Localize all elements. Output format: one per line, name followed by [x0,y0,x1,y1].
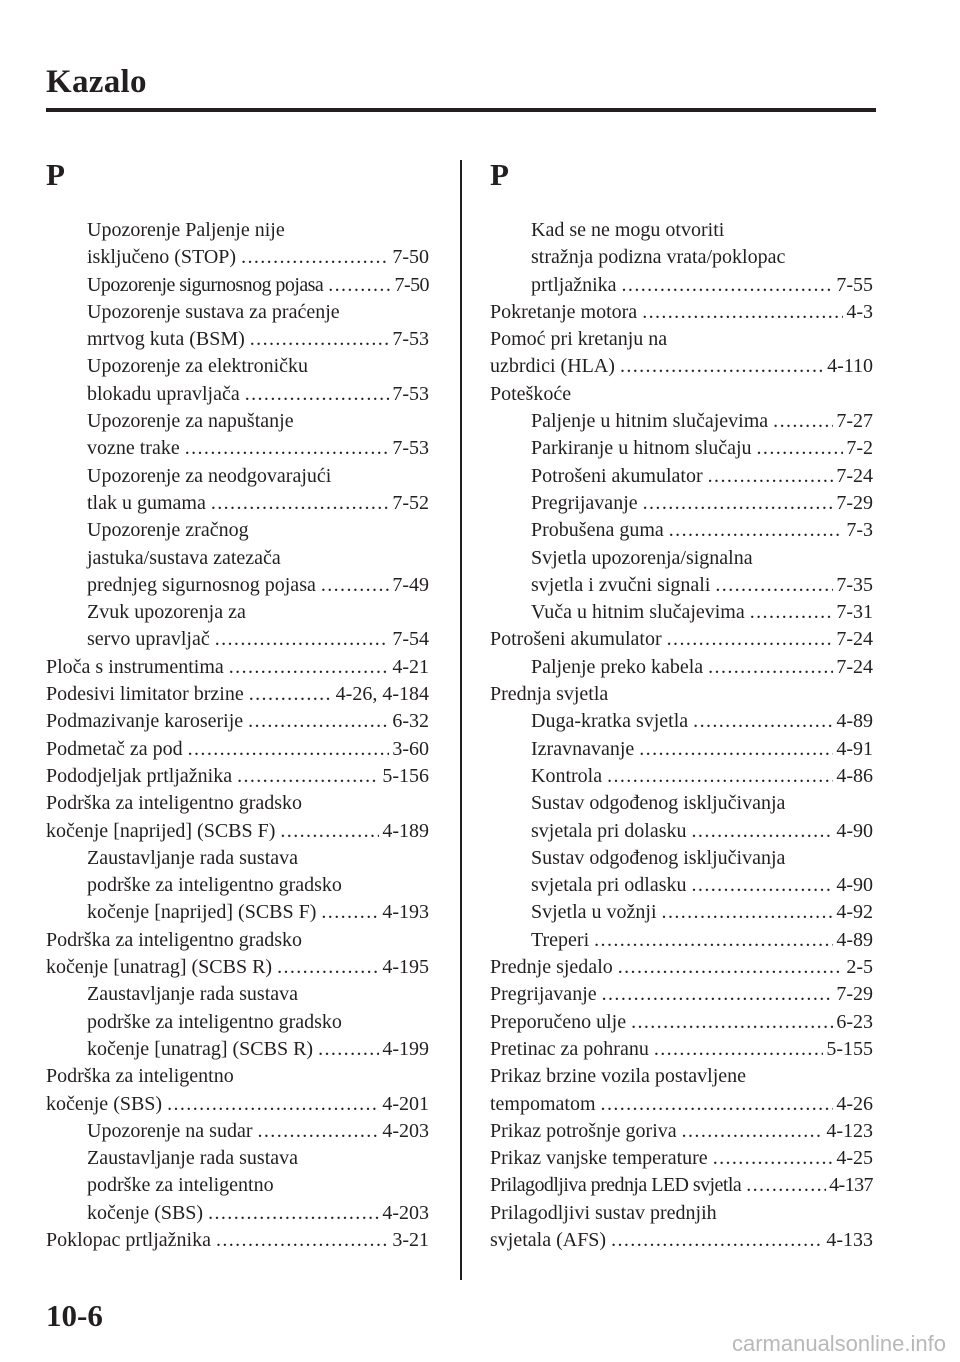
entry-text: Svjetla upozorenja/signalna [531,546,753,569]
index-entry [490,954,873,981]
page-reference: 7-35 [836,573,873,596]
entry-text: Izravnavanje [531,737,635,760]
dot-leader [250,326,390,353]
page-reference: 7-50 [392,246,429,269]
entry-text: Treperi [531,928,590,951]
entry-text: svjetala pri dolasku [531,819,687,842]
index-entry [490,1009,873,1036]
entry-text: prednjeg sigurnosnog pojasa [87,573,316,596]
dot-leader [746,1172,826,1199]
dot-leader [693,708,833,735]
dot-leader [241,244,389,271]
page-reference: 7-29 [836,491,873,514]
dot-leader [185,435,390,462]
page-reference: 7-24 [836,464,873,487]
page-reference: 4-203 [382,1201,429,1224]
dot-leader [662,899,834,926]
index-entry [46,708,429,735]
dot-leader [667,626,834,653]
dot-leader [618,954,844,981]
entry-text: Podrška za inteligentno gradsko [46,928,303,951]
page-reference: 7-49 [392,573,429,596]
index-entry [490,654,873,681]
entry-text: Poteškoće [490,382,572,405]
entry-text: svjetala pri odlasku [531,874,687,897]
index-entry [490,845,873,900]
entry-text: Pomoć pri kretanju na [490,328,668,351]
index-entry [490,1200,873,1255]
dot-leader [757,435,844,462]
dot-leader [167,1091,379,1118]
page-reference: 4-195 [382,956,429,979]
entry-text: Potrošeni akumulator [490,628,662,651]
index-entry [46,517,429,599]
entry-text: Pregrijavanje [531,491,638,514]
page-reference: 4-89 [836,928,873,951]
dot-leader [692,872,834,899]
dot-leader [622,272,834,299]
index-entry [490,517,873,544]
entry-text: svjetla i zvučni signali [531,573,711,596]
entry-text: Parkiranje u hitnom slučaju [531,437,752,460]
page-reference: 7-55 [836,273,873,296]
index-entry [490,681,873,708]
page-reference: 7-50 [394,273,429,296]
index-entry [46,654,429,681]
page-reference: 7-3 [846,519,873,542]
page-reference: 5-155 [826,1037,873,1060]
entry-text: Prilagodljiva prednja LED svjetla [490,1174,742,1197]
page-reference: 5-156 [382,764,429,787]
dot-leader [277,954,379,981]
page-reference: 7-27 [836,410,873,433]
page-reference: 7-52 [392,491,429,514]
index-entry [46,927,429,982]
dot-leader [245,381,390,408]
dot-leader [654,1036,824,1063]
index-entry [490,599,873,626]
entry-text: Upozorenje sigurnosnog pojasa [87,273,324,296]
page-reference: 4-110 [827,355,873,378]
entry-text: svjetala (AFS) [490,1228,607,1251]
index-entry [46,299,429,354]
index-entry [46,736,429,763]
page-reference: 7-53 [392,437,429,460]
dot-leader [642,299,843,326]
entry-text: Prilagodljivi sustav prednjih [490,1201,717,1224]
dot-leader [607,763,833,790]
dot-leader [215,626,390,653]
entry-text: Upozorenje sustava za praćenje [87,300,340,323]
entry-text: tempomatom [490,1092,596,1115]
page-reference: 3-60 [392,737,429,760]
index-entry [46,1227,429,1254]
entry-text: Podmetač za pod [46,737,183,760]
dot-leader [216,1227,389,1254]
index-entry [490,899,873,926]
entry-text: Podrška za inteligentno [46,1065,234,1088]
index-entry [46,790,429,845]
entry-text: podrške za inteligentno gradsko [87,874,342,897]
entry-text: Upozorenje za napuštanje [87,410,294,433]
entry-text: Podesivi limitator brzine [46,683,244,706]
entry-text: Podmazivanje karoserije [46,710,244,733]
page-reference: 4-137 [829,1174,873,1197]
dot-leader [611,1227,823,1254]
page-reference: 4-26 [836,1092,873,1115]
entry-text: Prednje sjedalo [490,956,613,979]
entry-text: Upozorenje na sudar [87,1119,253,1142]
entry-text: kočenje [naprijed] (SCBS F) [87,901,317,924]
page-reference: 6-32 [392,710,429,733]
entry-text: podrške za inteligentno gradsko [87,1010,342,1033]
index-entry [490,1118,873,1145]
dot-leader [208,1200,379,1227]
entry-text: Upozorenje zračnog [87,519,249,542]
index-entry [490,1063,873,1118]
entry-text: Sustav odgođenog isključivanja [531,846,786,869]
entry-text: Prikaz brzine vozila postavljene [490,1065,747,1088]
dot-leader [321,899,379,926]
page-reference: 4-86 [836,764,873,787]
entry-text: Prikaz vanjske temperature [490,1147,708,1170]
index-entry [490,490,873,517]
index-entry [490,736,873,763]
dot-leader [318,1036,379,1063]
dot-leader [237,763,379,790]
dot-leader [639,736,833,763]
page-reference: 4-91 [836,737,873,760]
index-entry [490,326,873,381]
section-letter: P [46,157,65,192]
page-reference: 4-199 [382,1037,429,1060]
dot-leader [280,818,379,845]
entry-text: Svjetla u vožnji [531,901,657,924]
index-entry [46,1118,429,1145]
entry-text: jastuka/sustava zatezača [87,546,281,569]
page-reference: 4-201 [382,1092,429,1115]
entry-text: Sustav odgođenog isključivanja [531,792,786,815]
index-entry [490,463,873,490]
entry-text: kočenje (SBS) [87,1201,204,1224]
entry-text: vozne trake [87,437,180,460]
index-entry [490,217,873,299]
header-rule [46,108,876,112]
entry-text: Potrošeni akumulator [531,464,703,487]
index-entry [490,1172,873,1199]
dot-leader [321,572,389,599]
index-entry [46,272,429,299]
index-entry [490,299,873,326]
entry-text: Ploča s instrumentima [46,655,224,678]
index-entry [490,790,873,845]
entry-text: Vuča u hitnim slučajevima [531,601,745,624]
page-reference: 3-21 [392,1228,429,1251]
index-entry [46,217,429,272]
index-entry [490,763,873,790]
page-reference: 4-3 [846,300,873,323]
dot-leader [229,654,390,681]
entry-text: blokadu upravljača [87,382,240,405]
dot-leader [631,1009,833,1036]
page-reference: 7-2 [846,437,873,460]
index-column-right [490,155,873,1254]
index-entry [490,408,873,435]
entry-text: Pododjeljak prtljažnika [46,764,233,787]
section-letter: P [490,157,509,192]
entry-text: prtljažnika [531,273,617,296]
page-reference: 7-29 [836,983,873,1006]
index-entries [46,217,429,1254]
dot-leader [708,654,833,681]
entry-text: Kontrola [531,764,603,787]
entry-text: Prednja svjetla [490,683,609,706]
entry-text: Preporučeno ulje [490,1010,627,1033]
index-column-left [46,155,429,1254]
dot-leader [258,1118,380,1145]
page-reference: 4-25 [836,1147,873,1170]
dot-leader [594,927,833,954]
entry-text: tlak u gumama [87,491,206,514]
page-number: 10-6 [46,1298,103,1333]
page-reference: 4-90 [836,819,873,842]
page-reference: 7-54 [392,628,429,651]
index-entry [490,435,873,462]
index-entry [490,708,873,735]
entry-text: Paljenje u hitnim slučajevima [531,410,769,433]
entry-text: Pokretanje motora [490,300,638,323]
index-entry [46,845,429,927]
page-title: Kazalo [46,64,147,100]
entry-text: Poklopac prtljažnika [46,1228,211,1251]
index-entry [46,681,429,708]
index-entry [490,927,873,954]
page-reference: 4-193 [382,901,429,924]
index-entry [46,353,429,408]
entry-text: uzbrdici (HLA) [490,355,615,378]
entry-text: Zaustavljanje rada sustava [87,983,299,1006]
dot-leader [188,736,390,763]
entry-text: isključeno (STOP) [87,246,237,269]
entry-text: Prikaz potrošnje goriva [490,1119,677,1142]
entry-text: Paljenje preko kabela [531,655,704,678]
entry-text: Upozorenje za neodgovarajući [87,464,332,487]
page-reference: 7-24 [836,628,873,651]
dot-leader [620,353,824,380]
page-reference: 4-123 [826,1119,873,1142]
dot-leader [249,681,333,708]
index-entry [490,381,873,408]
index-entry [490,1145,873,1172]
index-entry [46,408,429,463]
entry-text: kočenje [naprijed] (SCBS F) [46,819,276,842]
page-reference: 4-189 [382,819,429,842]
dot-leader [601,1091,834,1118]
index-entry [490,545,873,600]
dot-leader [643,490,834,517]
dot-leader [750,599,834,626]
dot-leader [248,708,389,735]
index-entry [46,981,429,1063]
page-reference: 4-92 [836,901,873,924]
page-reference: 4-89 [836,710,873,733]
entry-text: Duga-kratka svjetla [531,710,689,733]
dot-leader [692,818,834,845]
entry-text: Pregrijavanje [490,983,597,1006]
page-reference: 2-5 [846,956,873,979]
page-reference: 4-90 [836,874,873,897]
index-entry [46,1063,429,1118]
index-entries [490,217,873,1254]
column-divider [460,160,462,1280]
page-reference: 4-26, 4-184 [335,683,429,706]
dot-leader [328,272,391,299]
dot-leader [682,1118,824,1145]
index-entry [46,463,429,518]
index-entry [46,1145,429,1227]
entry-text: Zvuk upozorenja za [87,601,246,624]
index-entry [490,981,873,1008]
entry-text: kočenje [unatrag] (SCBS R) [46,956,273,979]
entry-text: mrtvog kuta (BSM) [87,328,245,351]
entry-text: Upozorenje za elektroničku [87,355,309,378]
page-reference: 7-31 [836,601,873,624]
page-reference: 6-23 [836,1010,873,1033]
index-entry [490,1036,873,1063]
page-reference: 4-133 [826,1228,873,1251]
index-entry [490,626,873,653]
index-entry [46,763,429,790]
dot-leader [669,517,844,544]
dot-leader [708,463,834,490]
entry-text: Zaustavljanje rada sustava [87,846,299,869]
entry-text: Kad se ne mogu otvoriti [531,219,725,241]
entry-text: Zaustavljanje rada sustava [87,1147,299,1170]
dot-leader [715,572,833,599]
entry-text: podrške za inteligentno [87,1174,274,1197]
entry-text: Podrška za inteligentno gradsko [46,792,303,815]
page-reference: 7-24 [836,655,873,678]
entry-text: stražnja podizna vrata/poklopac [531,246,786,269]
entry-text: Probušena guma [531,519,664,542]
dot-leader [773,408,833,435]
dot-leader [713,1145,834,1172]
dot-leader [602,981,834,1008]
page-reference: 7-53 [392,328,429,351]
entry-text: Pretinac za pohranu [490,1037,649,1060]
entry-text: kočenje [unatrag] (SCBS R) [87,1037,314,1060]
entry-text: Upozorenje Paljenje nije [87,219,285,241]
watermark: carmanualsonline.info [731,1331,946,1356]
page-reference: 4-21 [392,655,429,678]
entry-text: servo upravljač [87,628,210,651]
entry-text: kočenje (SBS) [46,1092,163,1115]
dot-leader [211,490,389,517]
index-entry [46,599,429,654]
page-reference: 4-203 [382,1119,429,1142]
page-reference: 7-53 [392,382,429,405]
